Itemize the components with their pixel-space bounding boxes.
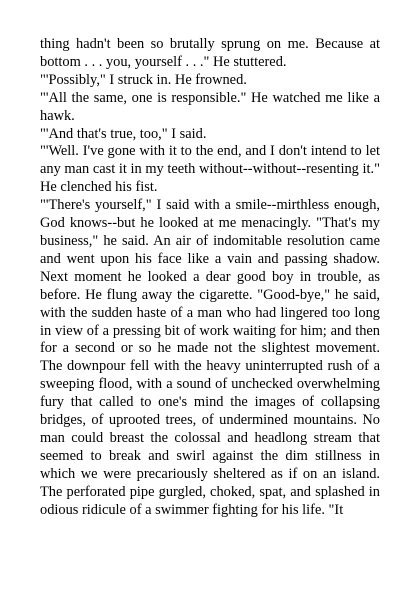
paragraph-5: "'Well. I've gone with it to the end, and I don't intend to let any man cast it in my teeth without--without--resenting it." He clenched his fist.	[40, 143, 380, 196]
paragraph-3: "'All the same, one is responsible." He watched me like a hawk.	[40, 89, 380, 124]
paragraph-4: "'And that's true, too," I said.	[40, 125, 207, 142]
page-text	[40, 36, 380, 519]
paragraph-1: thing hadn't been so brutally sprung on me. Because at bottom . . . you, yourself . . ." He stuttered.	[40, 36, 380, 70]
paragraph-2: "'Possibly," I struck in. He frowned.	[40, 71, 247, 88]
paragraph-6: "'There's yourself," I said with a smile--mirthless enough, God knows--but he looked at me menacingly. "That's my business," he said. An air of indomitable resolution came and went upon his face like a vain and passing shadow. Next moment he looked a dear good boy in trouble, as before. He flung away the cigarette. "Good-bye," he said, with the sudden haste of a man who had lingered too long in view of a pressing bit of work waiting for him; and then for a second or so he made not the slightest movement. The downpour fell with the heavy uninterrupted rush of a sweeping flood, with a sound of unchecked overwhelming fury that called to one's mind the images of collapsing bridges, of uprooted trees, of undermined mountains. No man could breast the colossal and headlong stream that seemed to break and swirl against the dim stillness in which we were precariously sheltered as if on an island. The perforated pipe gurgled, choked, spat, and splashed in odious ridicule of a swimmer fighting for his life. "It	[40, 197, 380, 518]
